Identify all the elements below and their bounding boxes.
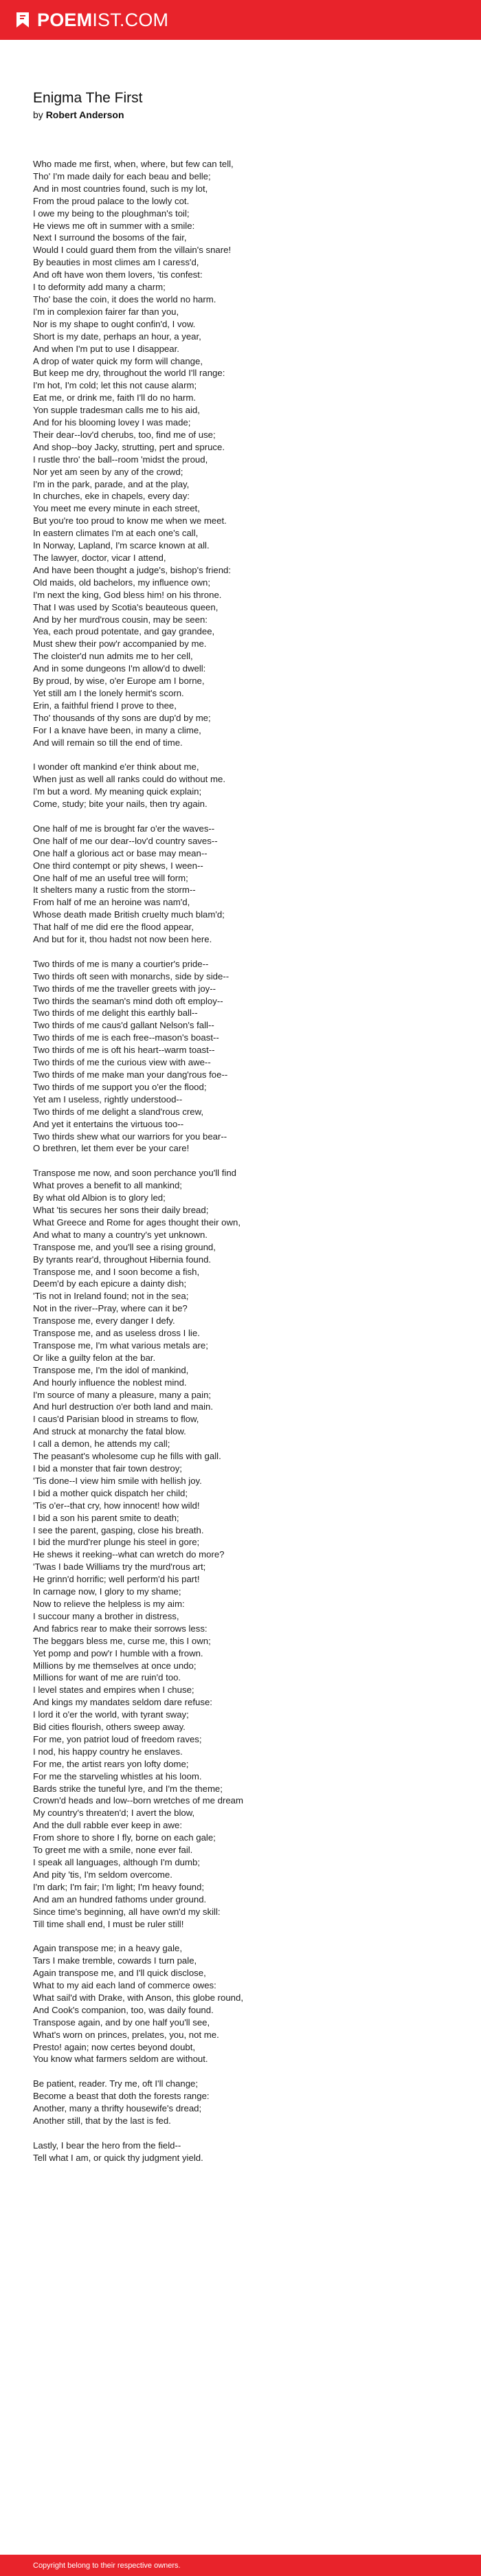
poem-line: By what old Albion is to glory led;	[33, 1192, 166, 1203]
poem-line: Two thirds of me caus'd gallant Nelson's fall--	[33, 1020, 214, 1031]
poem-line: Nor yet am seen by any of the crowd;	[33, 466, 183, 477]
poem-line: My country's threaten'd; I avert the blow,	[33, 1808, 195, 1819]
poem-line: Nor is my shape to ought confin'd, I vow.	[33, 318, 196, 329]
poem-line: Yet pomp and pow'r I humble with a frown.	[33, 1647, 203, 1658]
poem-line: Two thirds of me make man your dang'rous foe--	[33, 1069, 228, 1080]
poem-line: I level states and empires when I chuse;	[33, 1685, 194, 1696]
poem-line: And when I'm put to use I disappear.	[33, 343, 179, 354]
poem-line: I'm hot, I'm cold; let this not cause alarm;	[33, 380, 197, 391]
stanza	[33, 1167, 448, 1930]
poem-line: And fabrics rear to make their sorrows less:	[33, 1623, 208, 1634]
poem-line: Transpose me, I'm the idol of mankind,	[33, 1364, 189, 1375]
poem-line: From shore to shore I fly, borne on each gale;	[33, 1832, 216, 1843]
copyright-text: Copyright belong to their respective owners.	[33, 2561, 181, 2570]
poem-line: Two thirds shew what our warriors for you bear--	[33, 1131, 227, 1142]
poem-line: What proves a benefit to all mankind;	[33, 1180, 182, 1191]
poem-line: The cloister'd nun admits me to her cell,	[33, 651, 193, 662]
poem-line: Now to relieve the helpless is my aim:	[33, 1598, 185, 1609]
poem-line: Yet still am I the lonely hermit's scorn.	[33, 687, 184, 698]
poem-line: Bards strike the tuneful lyre, and I'm the theme;	[33, 1783, 223, 1794]
poem-line: Their dear--lov'd cherubs, too, find me of use;	[33, 429, 216, 440]
poem-line: Millions by me themselves at once undo;	[33, 1660, 197, 1671]
poem-line: Come, study; bite your nails, then try again.	[33, 799, 208, 810]
poem-line: Tho' I'm made daily for each beau and belle;	[33, 170, 211, 181]
poem-line: 'Tis o'er--that cry, how innocent! how wild!	[33, 1500, 200, 1511]
by-label: by	[33, 109, 43, 120]
poem-line: I rustle thro' the ball--room 'midst the proud,	[33, 454, 208, 465]
poem-line: Transpose again, and by one half you'll see,	[33, 2017, 210, 2028]
poem-line: By proud, by wise, o'er Europe am I borne,	[33, 676, 205, 687]
poem-line: The peasant's wholesome cup he fills with gall.	[33, 1451, 221, 1462]
poem-line: I bid a mother quick dispatch her child;	[33, 1487, 188, 1498]
poem-line: Tars I make tremble, cowards I turn pale,	[33, 1955, 197, 1966]
poem-line: For me, the artist rears yon lofty dome;	[33, 1758, 189, 1769]
poem-line: Transpose me, and I soon become a fish,	[33, 1266, 200, 1277]
poem-line: Next I surround the bosoms of the fair,	[33, 232, 187, 243]
poem-line: To greet me with a smile, none ever fail.	[33, 1845, 193, 1856]
poem-line: I owe my being to the ploughman's toil;	[33, 208, 190, 219]
stanza	[33, 2140, 448, 2164]
poem-line: 'Tis not in Ireland found; not in the sea;	[33, 1291, 189, 1302]
poem-line: By beauties in most climes am I caress'd,	[33, 257, 199, 268]
poem-line: Would I could guard them from the villain's snare!	[33, 245, 232, 256]
poem-line: Become a beast that doth the forests range:	[33, 2091, 210, 2102]
poem-line: And struck at monarchy the fatal blow.	[33, 1426, 186, 1437]
poem-line: Presto! again; now certes beyond doubt,	[33, 2041, 196, 2052]
stanza	[33, 823, 448, 946]
poem-line: For I a knave have been, in many a clime,	[33, 724, 201, 735]
poem-line: And am an hundred fathoms under ground.	[33, 1894, 207, 1905]
poem-line: Crown'd heads and low--born wretches of me dream	[33, 1795, 243, 1806]
stanza	[33, 1942, 448, 2065]
poem-line: Yet am I useless, rightly understood--	[33, 1093, 183, 1104]
poem-line: Two thirds of me the curious view with awe--	[33, 1057, 211, 1068]
poem-line: He views me oft in summer with a smile:	[33, 220, 195, 231]
poem-line: What Greece and Rome for ages thought their own,	[33, 1217, 241, 1228]
poem-line: One half of me our dear--lov'd country saves--	[33, 835, 218, 846]
poem-line: The lawyer, doctor, vicar I attend,	[33, 553, 166, 563]
site-header	[0, 0, 481, 40]
poem-line: Must shew their pow'r accompanied by me.	[33, 639, 207, 649]
poem-line: What 'tis secures her sons their daily bread;	[33, 1204, 209, 1215]
poem-line: I to deformity add many a charm;	[33, 282, 166, 293]
stanza	[33, 158, 448, 749]
poem-line: Who made me first, when, where, but few can tell,	[33, 159, 234, 169]
poem-line: I wonder oft mankind e'er think about me,	[33, 762, 199, 773]
poem-line: Or like a guilty felon at the bar.	[33, 1352, 156, 1363]
poem-line: And Cook's companion, too, was daily found.	[33, 2004, 214, 2015]
poem-line: What's worn on princes, prelates, you, not me.	[33, 2029, 219, 2040]
poem-line: One half of me an useful tree will form;	[33, 872, 188, 883]
poem-body	[33, 158, 448, 2164]
poem-line: Two thirds of me is oft his heart--warm toast--	[33, 1045, 215, 1056]
poem-line: And oft have won them lovers, 'tis confest:	[33, 269, 203, 280]
poemist-logo-icon	[14, 11, 32, 29]
poem-line: That I was used by Scotia's beauteous queen,	[33, 601, 219, 612]
site-logo-text	[37, 10, 168, 31]
poem-author-link[interactable]: Robert Anderson	[45, 109, 124, 120]
poem-line: Be patient, reader. Try me, oft I'll change;	[33, 2078, 199, 2089]
poem-line: One third contempt or pity shews, I ween--	[33, 860, 203, 871]
poem-line: It shelters many a rustic from the storm--	[33, 885, 196, 896]
poem-line: What sail'd with Drake, with Anson, this globe round,	[33, 1992, 243, 2003]
poem-line: Deem'd by each epicure a dainty dish;	[33, 1278, 187, 1289]
poem-line: Erin, a faithful friend I prove to thee,	[33, 700, 177, 711]
poem-line: Old maids, old bachelors, my influence own;	[33, 577, 211, 588]
poem-line: And by her murd'rous cousin, may be seen:	[33, 614, 208, 625]
poem-line: But keep me dry, throughout the world I'll range:	[33, 368, 225, 379]
poem-content	[0, 40, 481, 2190]
poem-line: And yet it entertains the virtuous too--	[33, 1118, 184, 1129]
poem-line: Two thirds of me the traveller greets with joy--	[33, 983, 216, 994]
poem-line: Two thirds of me is many a courtier's pride--	[33, 958, 209, 969]
poem-line: From half of me an heroine was nam'd,	[33, 897, 190, 908]
site-logo[interactable]	[14, 10, 168, 31]
stanza	[33, 958, 448, 1155]
poem-line: I'm dark; I'm fair; I'm light; I'm heavy found;	[33, 1881, 204, 1892]
poem-line: Transpose me, and you'll see a rising ground,	[33, 1241, 216, 1252]
poem-line: In carnage now, I glory to my shame;	[33, 1586, 181, 1597]
poem-line: And in most countries found, such is my lot,	[33, 183, 208, 194]
poem-line: I'm but a word. My meaning quick explain;	[33, 786, 202, 797]
poem-byline	[33, 109, 448, 120]
poem-line: That half of me did ere the flood appear,	[33, 922, 194, 933]
poem-line: Transpose me, every danger I defy.	[33, 1315, 175, 1326]
poem-line: I caus'd Parisian blood in streams to flow,	[33, 1414, 199, 1425]
poem-line: The beggars bless me, curse me, this I own;	[33, 1635, 211, 1646]
poem-line: From the proud palace to the lowly cot.	[33, 195, 190, 206]
poem-line: I'm source of many a pleasure, many a pain;	[33, 1389, 212, 1400]
logo-light-text: IST.COM	[92, 9, 169, 30]
poem-line: Again transpose me; in a heavy gale,	[33, 1943, 182, 1954]
poem-line: I bid the murd'rer plunge his steel in gore;	[33, 1537, 200, 1548]
poem-line: Tho' base the coin, it does the world no harm.	[33, 293, 216, 304]
poem-line: And for his blooming lovey I was made;	[33, 417, 191, 428]
poem-line: Till time shall end, I must be ruler still!	[33, 1918, 184, 1929]
poem-line: Not in the river--Pray, where can it be?	[33, 1303, 188, 1314]
poem-line: But you're too proud to know me when we meet.	[33, 515, 227, 526]
poem-line: By tyrants rear'd, throughout Hibernia found.	[33, 1254, 212, 1265]
poem-line: Two thirds of me support you o'er the flood;	[33, 1081, 207, 1092]
poem-line: Lastly, I bear the hero from the field--	[33, 2140, 181, 2151]
poem-line: And pity 'tis, I'm seldom overcome.	[33, 1869, 172, 1880]
poem-line: Two thirds oft seen with monarchs, side by side--	[33, 970, 230, 981]
poem-line: I bid a monster that fair town destroy;	[33, 1463, 182, 1474]
poem-line: Two thirds the seaman's mind doth oft employ--	[33, 995, 223, 1006]
poem-line: I'm next the king, God bless him! on his throne.	[33, 589, 222, 600]
poem-line: And shop--boy Jacky, strutting, pert and spruce.	[33, 441, 225, 452]
poem-line: Short is my date, perhaps an hour, a year,	[33, 331, 201, 342]
poem-line: Eat me, or drink me, faith I'll do no harm.	[33, 392, 197, 403]
poem-line: I succour many a brother in distress,	[33, 1610, 179, 1621]
poem-line: One half of me is brought far o'er the waves--	[33, 823, 215, 834]
poem-line: And what to many a country's yet unknown.	[33, 1229, 208, 1240]
poem-line: Since time's beginning, all have own'd my skill:	[33, 1906, 221, 1917]
poem-line: He shews it reeking--what can wretch do more?	[33, 1549, 225, 1560]
poem-line: And kings my mandates seldom dare refuse:	[33, 1697, 212, 1708]
poem-line: Transpose me, and as useless dross I lie.	[33, 1328, 200, 1339]
poem-line: Two thirds of me delight this earthly ball--	[33, 1008, 198, 1019]
site-footer	[0, 2555, 481, 2576]
poem-line: A drop of water quick my form will change,	[33, 355, 203, 366]
poem-line: For me, yon patriot loud of freedom raves;	[33, 1733, 202, 1744]
poem-line: And but for it, thou hadst not now been here.	[33, 934, 212, 945]
poem-line: For me the starveling whistles at his loom.	[33, 1770, 202, 1781]
poem-line: 'Tis done--I view him smile with hellish joy.	[33, 1475, 202, 1486]
poem-line: You know what farmers seldom are without.	[33, 2054, 208, 2065]
poem-line: And hurl destruction o'er both land and main.	[33, 1401, 214, 1412]
poem-line: Millions for want of me are ruin'd too.	[33, 1672, 181, 1683]
poem-line: I nod, his happy country he enslaves.	[33, 1746, 183, 1757]
poem-line: Two thirds of me delight a sland'rous crew,	[33, 1106, 204, 1117]
poem-line: Another still, that by the last is fed.	[33, 2116, 171, 2126]
stanza	[33, 2078, 448, 2127]
poem-line: I'm in complexion fairer far than you,	[33, 306, 179, 317]
poem-line: And hourly influence the noblest mind.	[33, 1377, 187, 1388]
poem-line: I speak all languages, although I'm dumb;	[33, 1857, 200, 1867]
poem-line: Tell what I am, or quick thy judgment yield.	[33, 2152, 203, 2163]
poem-line: And in some dungeons I'm allow'd to dwell:	[33, 663, 206, 674]
poem-line: In churches, eke in chapels, every day:	[33, 491, 190, 502]
poem-line: Again transpose me, and I'll quick disclose,	[33, 1968, 206, 1979]
poem-line: And will remain so till the end of time.	[33, 737, 183, 748]
poem-title: Enigma The First	[33, 90, 143, 106]
logo-bold-text: POEM	[37, 9, 93, 30]
poem-line: Bid cities flourish, others sweep away.	[33, 1722, 186, 1733]
poem-line: I bid a son his parent smite to death;	[33, 1512, 179, 1523]
poem-line: Two thirds of me is each free--mason's boast--	[33, 1032, 219, 1043]
poem-line: O brethren, let them ever be your care!	[33, 1143, 190, 1154]
poem-line: I'm in the park, parade, and at the play,	[33, 478, 190, 489]
poem-line: Transpose me now, and soon perchance you'll find	[33, 1168, 236, 1179]
poem-line: Yea, each proud potentate, and gay grandee,	[33, 626, 215, 637]
poem-line: 'Twas I bade Williams try the murd'rous art;	[33, 1562, 206, 1573]
poem-line: And have been thought a judge's, bishop's friend:	[33, 564, 232, 575]
poem-line: Transpose me, I'm what various metals are;	[33, 1340, 208, 1351]
poem-line: Yon supple tradesman calls me to his aid,	[33, 405, 200, 416]
stanza	[33, 761, 448, 810]
poem-line: When just as well all ranks could do without me.	[33, 774, 225, 785]
poem-line: I see the parent, gasping, close his breath.	[33, 1524, 204, 1535]
poem-line: Another, many a thrifty housewife's dread;	[33, 2103, 202, 2114]
poem-line: I call a demon, he attends my call;	[33, 1439, 170, 1450]
poem-line: He grinn'd horrific; well perform'd his part!	[33, 1574, 200, 1585]
poem-line: Tho' thousands of thy sons are dup'd by me;	[33, 712, 211, 723]
poem-line: I lord it o'er the world, with tyrant sway;	[33, 1709, 189, 1720]
poem-line: Whose death made British cruelty much blam'd;	[33, 909, 225, 920]
poem-line: In eastern climates I'm at each one's call,	[33, 528, 199, 539]
poem-line: And the dull rabble ever keep in awe:	[33, 1820, 183, 1831]
poem-line: In Norway, Lapland, I'm scarce known at all.	[33, 540, 210, 551]
poem-line: One half a glorious act or base may mean--	[33, 847, 208, 858]
poem-line: You meet me every minute in each street,	[33, 503, 200, 514]
poem-line: What to my aid each land of commerce owes:	[33, 1980, 216, 1991]
